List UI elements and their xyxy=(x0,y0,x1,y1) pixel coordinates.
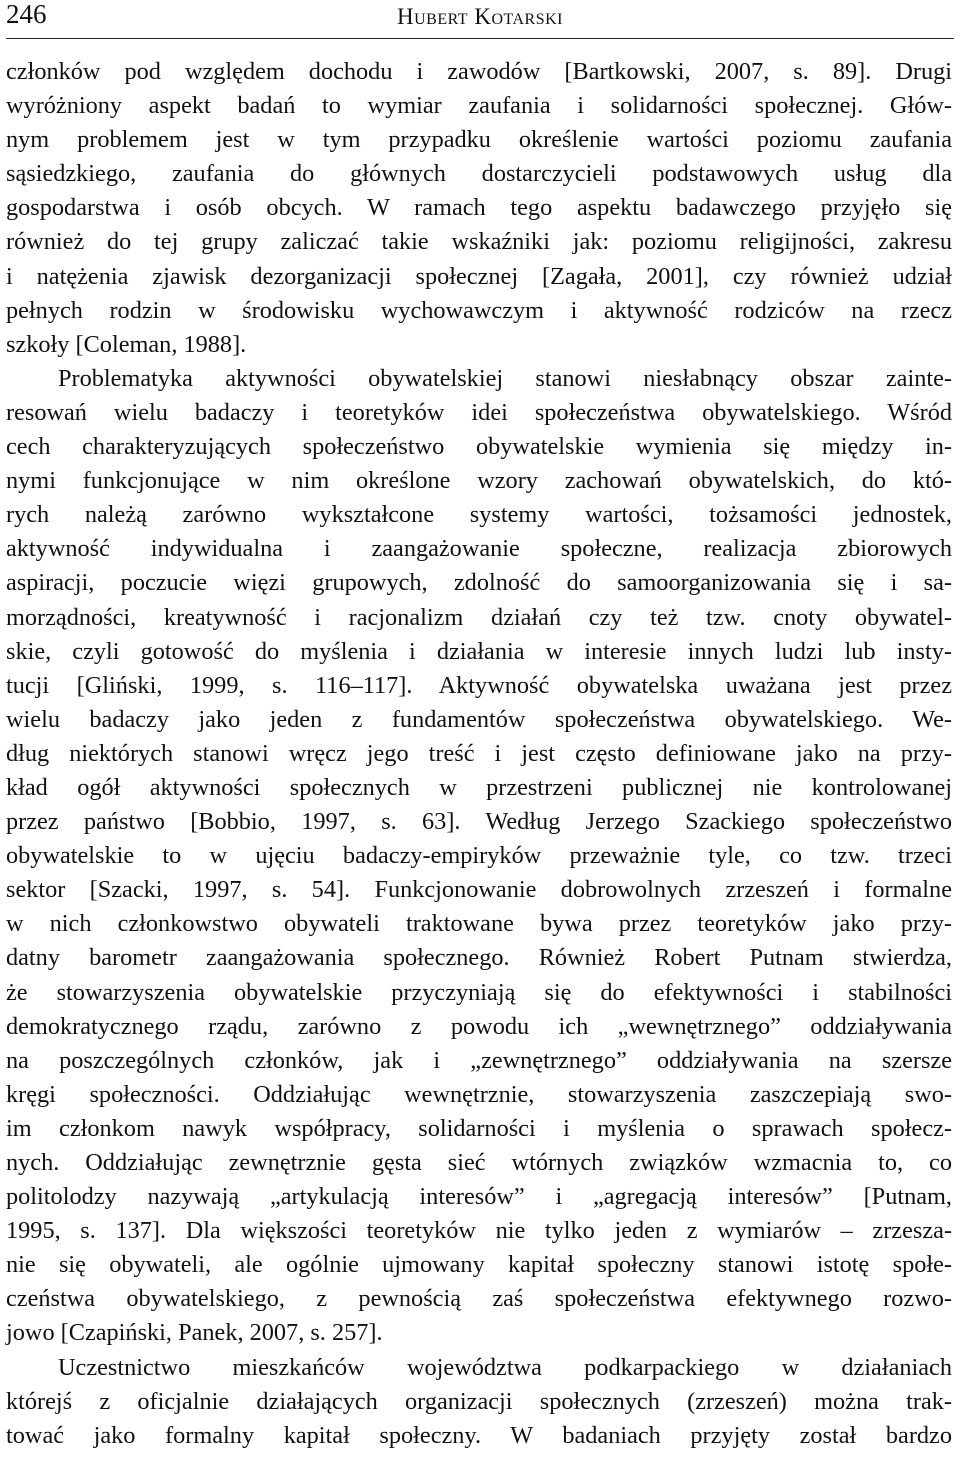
text-line: demokratycznego rządu, zarówno z powodu ich „wewnętrznego” oddziaływania xyxy=(6,1012,952,1040)
text-line: którejś z oficjalnie działających organizacji społecznych (zrzeszeń) można trak- xyxy=(6,1387,952,1415)
text-line: że stowarzyszenia obywatelskie przyczyniają się do efektywności i stabilności xyxy=(6,978,952,1006)
text-line: Problematyka aktywności obywatelskiej stanowi niesłabnący obszar zainte- xyxy=(58,364,952,392)
text-line: pełnych rodzin w środowisku wychowawczym i aktywność rodziców na rzecz xyxy=(6,296,952,324)
text-line: skie, czyli gotowość do myślenia i działania w interesie innych ludzi lub insty- xyxy=(6,637,952,665)
text-line: rych należą zarówno wykształcone systemy wartości, tożsamości jednostek, xyxy=(6,501,952,529)
paragraph xyxy=(6,1351,952,1453)
text-line: jowo [Czapiński, Panek, 2007, s. 257]. xyxy=(6,1319,383,1347)
text-line: tować jako formalny kapitał społeczny. W badaniach przyjęty został bardzo xyxy=(6,1421,952,1449)
text-line: nych. Oddziałując zewnętrznie gęsta sieć wtórnych związków wzmacnia to, co xyxy=(6,1149,952,1176)
text-line: nymi funkcjonujące w nim określone wzory zachowań obywatelskich, do któ- xyxy=(6,467,952,495)
body-text xyxy=(6,55,952,1453)
text-line: czeństwa obywatelskiego, z pewnością zaś społeczeństwa efektywnego rozwo- xyxy=(6,1285,952,1313)
text-line: cech charakteryzujących społeczeństwo obywatelskie wymienia się między in- xyxy=(6,433,952,461)
text-line: obywatelskie to w ujęciu badaczy-empiryków przeważnie tyle, co tzw. trzeci xyxy=(6,842,952,870)
text-line: gospodarstwa i osób obcych. W ramach tego aspektu badawczego przyjęło się xyxy=(6,194,952,222)
text-line: tucji [Gliński, 1999, s. 116–117]. Aktywność obywatelska uważana jest przez xyxy=(6,671,952,699)
text-line: również do tej grupy zaliczać takie wskaźniki jak: poziomu religijności, zakresu xyxy=(6,228,952,256)
text-line: kład ogół aktywności społecznych w przestrzeni publicznej nie kontrolowanej xyxy=(6,773,952,801)
text-line: im członkom nawyk współpracy, solidarności i myślenia o sprawach społecz- xyxy=(6,1114,952,1142)
paragraph xyxy=(6,362,952,1351)
paragraph xyxy=(6,55,952,362)
text-line: datny barometr zaangażowania społecznego. Również Robert Putnam stwierdza, xyxy=(6,944,952,972)
text-line: i natężenia zjawisk dezorganizacji społecznej [Zagała, 2001], czy również udział xyxy=(6,262,952,290)
text-line: kręgi społeczności. Oddziałując wewnętrznie, stowarzyszenia zaszczepiają swo- xyxy=(6,1080,952,1108)
text-line: wyróżniony aspekt badań to wymiar zaufania i solidarności społecznej. Głów- xyxy=(6,92,952,120)
page-number: 246 xyxy=(6,0,47,29)
text-line: nie się obywateli, ale ogólnie ujmowany kapitał społeczny stanowi istotę społe- xyxy=(6,1251,952,1279)
text-line: morządności, kreatywność i racjonalizm działań czy też tzw. cnoty obywatel- xyxy=(6,603,952,631)
text-line: przez państwo [Bobbio, 1997, s. 63]. Według Jerzego Szackiego społeczeństwo xyxy=(6,808,952,836)
text-line: nym problemem jest w tym przypadku określenie wartości poziomu zaufania xyxy=(6,126,952,154)
text-line: szkoły [Coleman, 1988]. xyxy=(6,330,247,358)
page-header xyxy=(6,0,954,39)
text-line: aktywność indywidualna i zaangażowanie społeczne, realizacja zbiorowych xyxy=(6,535,952,563)
text-line: w nich członkowstwo obywateli traktowane bywa przez teoretyków jako przy- xyxy=(6,910,952,938)
text-line: wielu badaczy jako jeden z fundamentów społeczeństwa obywatelskiego. We- xyxy=(6,705,952,733)
text-line: Uczestnictwo mieszkańców województwa podkarpackiego w działaniach xyxy=(58,1353,952,1381)
text-line: aspiracji, poczucie więzi grupowych, zdolność do samoorganizowania się i sa- xyxy=(6,569,952,597)
text-line: dług niektórych stanowi wręcz jego treść i jest często definiowane jako na przy- xyxy=(6,739,952,767)
text-line: na poszczególnych członków, jak i „zewnętrznego” oddziaływania na szersze xyxy=(6,1046,952,1074)
text-line: członków pod względem dochodu i zawodów [Bartkowski, 2007, s. 89]. Drugi xyxy=(6,58,952,85)
running-head: Hubert Kotarski xyxy=(396,4,563,29)
text-line: 1995, s. 137]. Dla większości teoretyków nie tylko jeden z wymiarów – zrzesza- xyxy=(6,1217,952,1245)
text-line: politolodzy nazywają „artykulacją interesów” i „agregacją interesów” [Putnam, xyxy=(6,1183,952,1211)
text-line: resowań wielu badaczy i teoretyków idei społeczeństwa obywatelskiego. Wśród xyxy=(6,398,952,426)
text-line: sąsiedzkiego, zaufania do głównych dostarczycieli podstawowych usług dla xyxy=(6,160,952,188)
text-line: sektor [Szacki, 1997, s. 54]. Funkcjonowanie dobrowolnych zrzeszeń i formalne xyxy=(6,876,952,904)
